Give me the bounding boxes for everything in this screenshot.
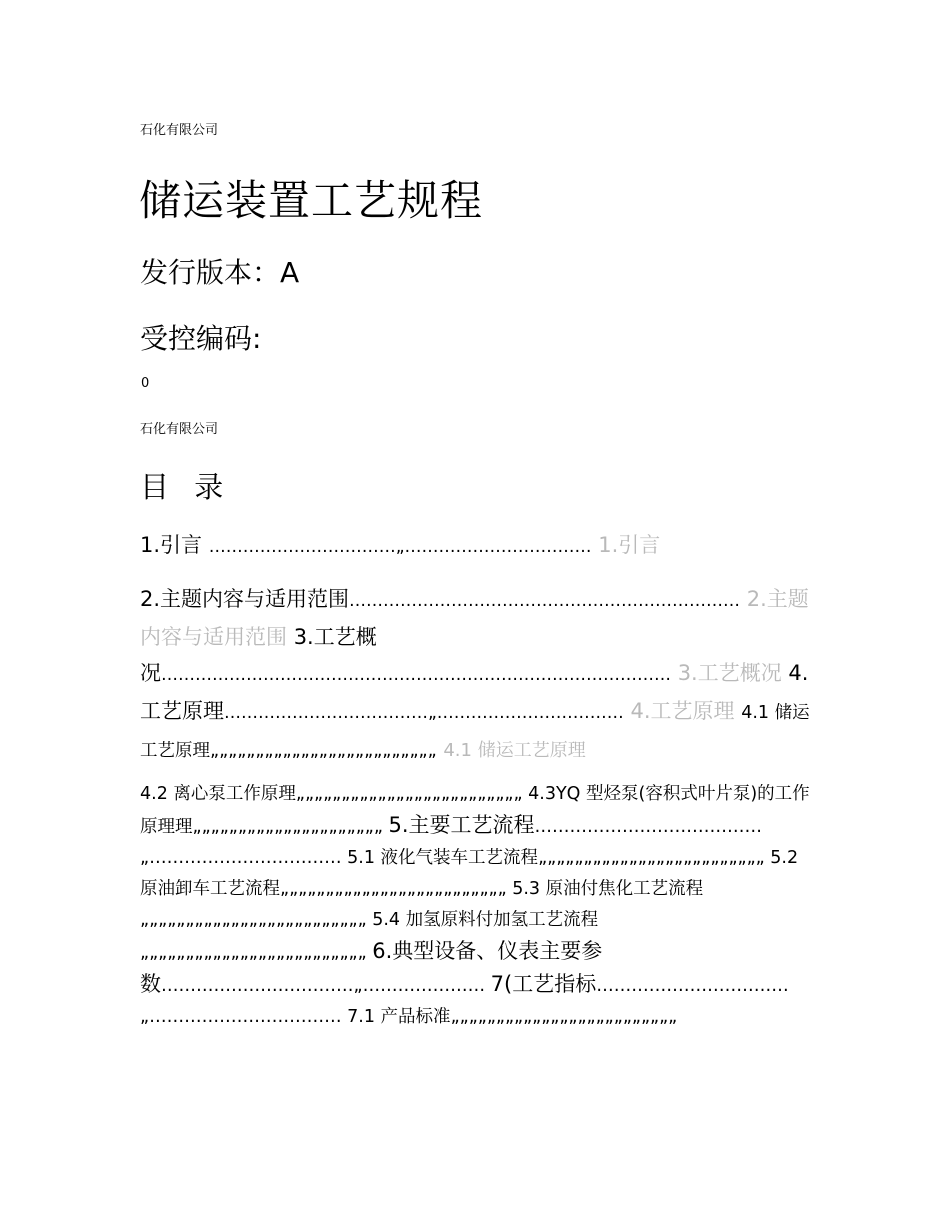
toc-entry-3-leader: ……………………………………………………………………………… xyxy=(161,665,671,685)
toc-entry-5-4-label: 5.4 加氢原料付加氢工艺流程 xyxy=(372,910,599,930)
toc-block-2 xyxy=(140,581,812,769)
toc-entry-5-1-label: 5.1 液化气装车工艺流程 xyxy=(347,848,539,868)
toc-entry-5-leader: …………………………………„…………………………… xyxy=(140,817,763,868)
zero-marker: 0 xyxy=(141,376,150,391)
toc-entry-4-label: 4.工艺原理 xyxy=(140,661,809,723)
toc-entry-3-ghost: 3.工艺概况 xyxy=(677,661,782,685)
toc-entry-6-leader: ……………………………„………………… xyxy=(161,976,486,996)
toc-entry-6-label: 6.典型设备、仪表主要参数 xyxy=(140,939,603,996)
toc-entry-4-2-leader: „„„„„„„„„„„„„„„„„„„„„„„„„ xyxy=(295,784,523,804)
toc-entry-4-ghost: 4.工艺原理 xyxy=(630,699,735,723)
toc-entry-5-3-leader: „„„„„„„„„„„„„„„„„„„„„„„„„ xyxy=(140,910,367,930)
toc-entry-2-label: 2.主题内容与适用范围 xyxy=(140,587,350,611)
toc-heading: 目 录 xyxy=(140,470,232,504)
company-name-top: 石化有限公司 xyxy=(140,123,219,138)
toc-entry-5-4-leader: „„„„„„„„„„„„„„„„„„„„„„„„„ xyxy=(140,943,367,963)
toc-entry-3-label: 3.工艺概况 xyxy=(140,625,377,685)
document-title: 储运装置工艺规程 xyxy=(139,176,484,225)
toc-entry-4-1-label: 4.1 储运工艺原理 xyxy=(140,703,810,761)
toc-entry-7-leader: ……………………………„…………………………… xyxy=(140,976,789,1027)
toc-entry-5-2-leader: „„„„„„„„„„„„„„„„„„„„„„„„„ xyxy=(280,879,507,899)
toc-entry-2-leader: ………………………………………………………… xyxy=(349,591,724,611)
toc-entry-7-1-leader: „„„„„„„„„„„„„„„„„„„„„„„„„ xyxy=(450,1007,678,1027)
toc-entry-4-leader: ………………………………„…………………………… xyxy=(224,703,624,723)
toc-entry-5-3-label: 5.3 原油付焦化工艺流程 xyxy=(512,879,704,899)
version-line: 发行版本：A xyxy=(140,256,300,289)
toc-entry-7-label: 7(工艺指标 xyxy=(490,972,597,996)
company-name-second: 石化有限公司 xyxy=(140,422,219,437)
toc-entry-4-1-ghost: 4.1 储运工艺原理 xyxy=(443,740,586,761)
toc-entry-4-3-label: 4.3YQ 型烃泵(容积式叶片泵)的工作原理理 xyxy=(140,784,810,837)
toc-entry-4-1-leader: „„„„„„„„„„„„„„„„„„„„„„„„„ xyxy=(210,741,437,761)
toc-entry-5-2-label: 5.2 原油卸车工艺流程 xyxy=(140,848,799,899)
control-code-line: 受控编码: xyxy=(140,322,262,355)
toc-entry-1 xyxy=(140,527,660,565)
toc-entry-4-2-label: 4.2 离心泵工作原理 xyxy=(140,784,296,804)
toc-entry-1-label: 1.引言 xyxy=(140,533,203,557)
toc-entry-2-leader-tail: … xyxy=(723,591,741,611)
toc-entry-4-3-leader: „„„„„„„„„„„„„„„„„„„„„ xyxy=(192,817,383,837)
toc-block-3 xyxy=(140,779,812,1033)
toc-entry-2-ghost: 2.主题内容与适用范围 xyxy=(140,587,809,649)
toc-entry-5-1-leader: „„„„„„„„„„„„„„„„„„„„„„„„„ xyxy=(538,848,765,868)
toc-entry-1-ghost: 1.引言 xyxy=(598,533,661,557)
toc-entry-5-label: 5.主要工艺流程 xyxy=(388,813,535,837)
toc-entry-1-leader: ……………………………„…………………………… xyxy=(208,537,592,557)
toc-entry-7-1-label: 7.1 产品标准 xyxy=(347,1007,451,1027)
